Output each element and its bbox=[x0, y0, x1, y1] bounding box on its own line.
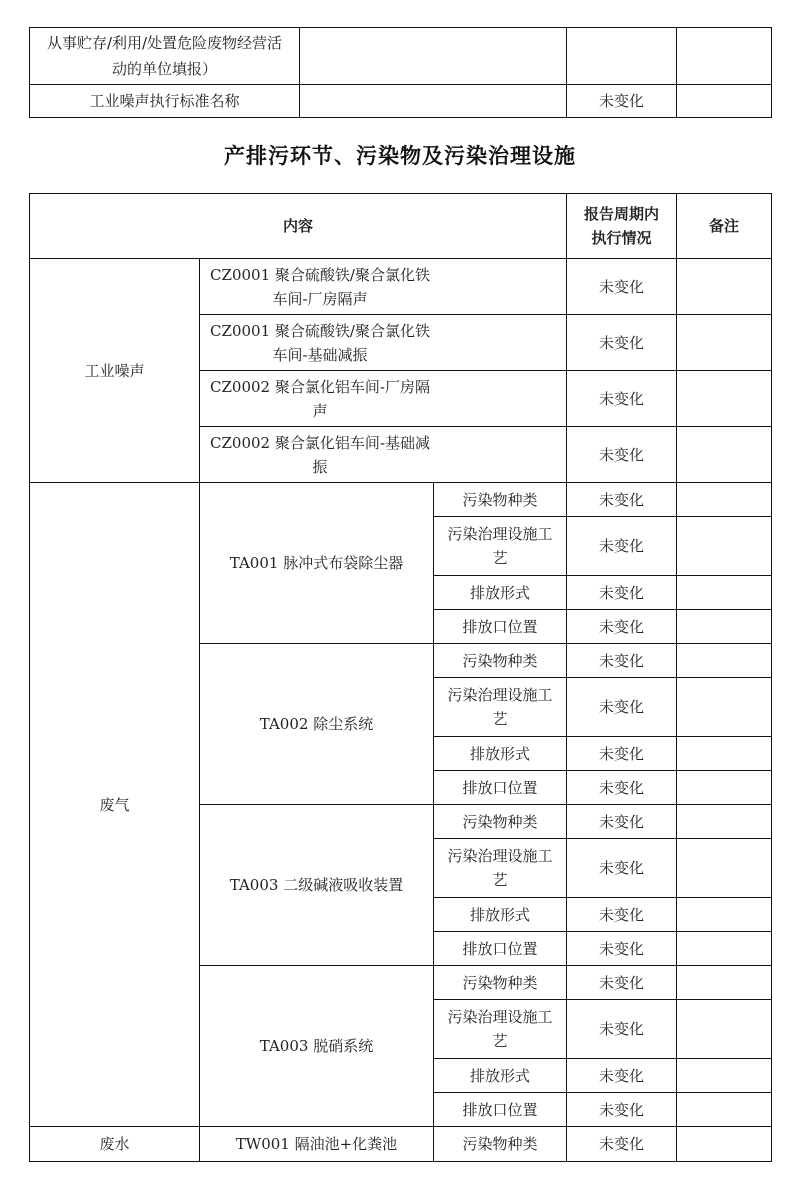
remark-cell bbox=[677, 1093, 772, 1127]
row-status: 未变化 bbox=[567, 85, 677, 118]
status-cell: 未变化 bbox=[567, 1059, 677, 1093]
table-row bbox=[30, 483, 772, 517]
row-remark bbox=[677, 28, 772, 85]
table-row bbox=[30, 259, 772, 315]
status-cell: 未变化 bbox=[567, 259, 677, 315]
remark-cell bbox=[677, 771, 772, 805]
status-cell: 未变化 bbox=[567, 898, 677, 932]
table-header-row bbox=[30, 194, 772, 259]
facility-name: TW001 隔油池+化粪池 bbox=[200, 1127, 434, 1162]
status-cell: 未变化 bbox=[567, 1093, 677, 1127]
table-row bbox=[30, 85, 772, 118]
category-gas: 废气 bbox=[30, 483, 200, 1127]
category-noise: 工业噪声 bbox=[30, 259, 200, 483]
header-remark: 备注 bbox=[677, 194, 772, 259]
pollution-facilities-table bbox=[29, 193, 772, 1162]
aspect-cell: 污染治理设施工艺 bbox=[434, 517, 567, 576]
noise-item: CZ0002 聚合氯化铝车间-基础减振 bbox=[200, 427, 567, 483]
status-cell: 未变化 bbox=[567, 966, 677, 1000]
status-cell: 未变化 bbox=[567, 805, 677, 839]
remark-cell bbox=[677, 315, 772, 371]
aspect-cell: 污染物种类 bbox=[434, 805, 567, 839]
row-value bbox=[300, 85, 567, 118]
aspect-cell: 排放口位置 bbox=[434, 1093, 567, 1127]
row-remark bbox=[677, 85, 772, 118]
row-label: 从事贮存/利用/处置危险废物经营活动的单位填报） bbox=[30, 28, 300, 85]
facility-name: TA001 脉冲式布袋除尘器 bbox=[200, 483, 434, 644]
top-table bbox=[29, 27, 772, 118]
table-row bbox=[30, 1127, 772, 1162]
remark-cell bbox=[677, 932, 772, 966]
status-cell: 未变化 bbox=[567, 678, 677, 737]
status-cell: 未变化 bbox=[567, 371, 677, 427]
aspect-cell: 污染物种类 bbox=[434, 966, 567, 1000]
status-cell: 未变化 bbox=[567, 576, 677, 610]
remark-cell bbox=[677, 1127, 772, 1162]
remark-cell bbox=[677, 517, 772, 576]
header-status: 报告周期内执行情况 bbox=[567, 194, 677, 259]
aspect-cell: 污染物种类 bbox=[434, 1127, 567, 1162]
aspect-cell: 排放形式 bbox=[434, 737, 567, 771]
facility-name: TA002 除尘系统 bbox=[200, 644, 434, 805]
status-cell: 未变化 bbox=[567, 737, 677, 771]
aspect-cell: 污染物种类 bbox=[434, 644, 567, 678]
status-cell: 未变化 bbox=[567, 839, 677, 898]
remark-cell bbox=[677, 839, 772, 898]
remark-cell bbox=[677, 576, 772, 610]
status-cell: 未变化 bbox=[567, 427, 677, 483]
row-label: 工业噪声执行标准名称 bbox=[30, 85, 300, 118]
noise-item: CZ0001 聚合硫酸铁/聚合氯化铁车间-基础减振 bbox=[200, 315, 567, 371]
remark-cell bbox=[677, 737, 772, 771]
aspect-cell: 排放口位置 bbox=[434, 932, 567, 966]
remark-cell bbox=[677, 259, 772, 315]
aspect-cell: 污染治理设施工艺 bbox=[434, 1000, 567, 1059]
aspect-cell: 排放形式 bbox=[434, 898, 567, 932]
facility-name: TA003 脱硝系统 bbox=[200, 966, 434, 1127]
status-cell: 未变化 bbox=[567, 610, 677, 644]
status-cell: 未变化 bbox=[567, 771, 677, 805]
remark-cell bbox=[677, 966, 772, 1000]
noise-item: CZ0002 聚合氯化铝车间-厂房隔声 bbox=[200, 371, 567, 427]
row-value bbox=[300, 28, 567, 85]
remark-cell bbox=[677, 1059, 772, 1093]
section-title: 产排污环节、污染物及污染治理设施 bbox=[224, 144, 576, 168]
facility-name: TA003 二级碱液吸收装置 bbox=[200, 805, 434, 966]
noise-item: CZ0001 聚合硫酸铁/聚合氯化铁车间-厂房隔声 bbox=[200, 259, 567, 315]
aspect-cell: 污染治理设施工艺 bbox=[434, 839, 567, 898]
aspect-cell: 排放形式 bbox=[434, 1059, 567, 1093]
remark-cell bbox=[677, 1000, 772, 1059]
aspect-cell: 污染物种类 bbox=[434, 483, 567, 517]
remark-cell bbox=[677, 371, 772, 427]
remark-cell bbox=[677, 483, 772, 517]
status-cell: 未变化 bbox=[567, 644, 677, 678]
aspect-cell: 排放形式 bbox=[434, 576, 567, 610]
status-cell: 未变化 bbox=[567, 315, 677, 371]
remark-cell bbox=[677, 805, 772, 839]
remark-cell bbox=[677, 898, 772, 932]
status-cell: 未变化 bbox=[567, 483, 677, 517]
status-cell: 未变化 bbox=[567, 932, 677, 966]
remark-cell bbox=[677, 610, 772, 644]
table-row bbox=[30, 28, 772, 85]
header-content: 内容 bbox=[30, 194, 567, 259]
status-cell: 未变化 bbox=[567, 517, 677, 576]
row-status bbox=[567, 28, 677, 85]
status-cell: 未变化 bbox=[567, 1127, 677, 1162]
aspect-cell: 污染治理设施工艺 bbox=[434, 678, 567, 737]
remark-cell bbox=[677, 678, 772, 737]
category-water: 废水 bbox=[30, 1127, 200, 1162]
aspect-cell: 排放口位置 bbox=[434, 610, 567, 644]
status-cell: 未变化 bbox=[567, 1000, 677, 1059]
remark-cell bbox=[677, 644, 772, 678]
remark-cell bbox=[677, 427, 772, 483]
aspect-cell: 排放口位置 bbox=[434, 771, 567, 805]
